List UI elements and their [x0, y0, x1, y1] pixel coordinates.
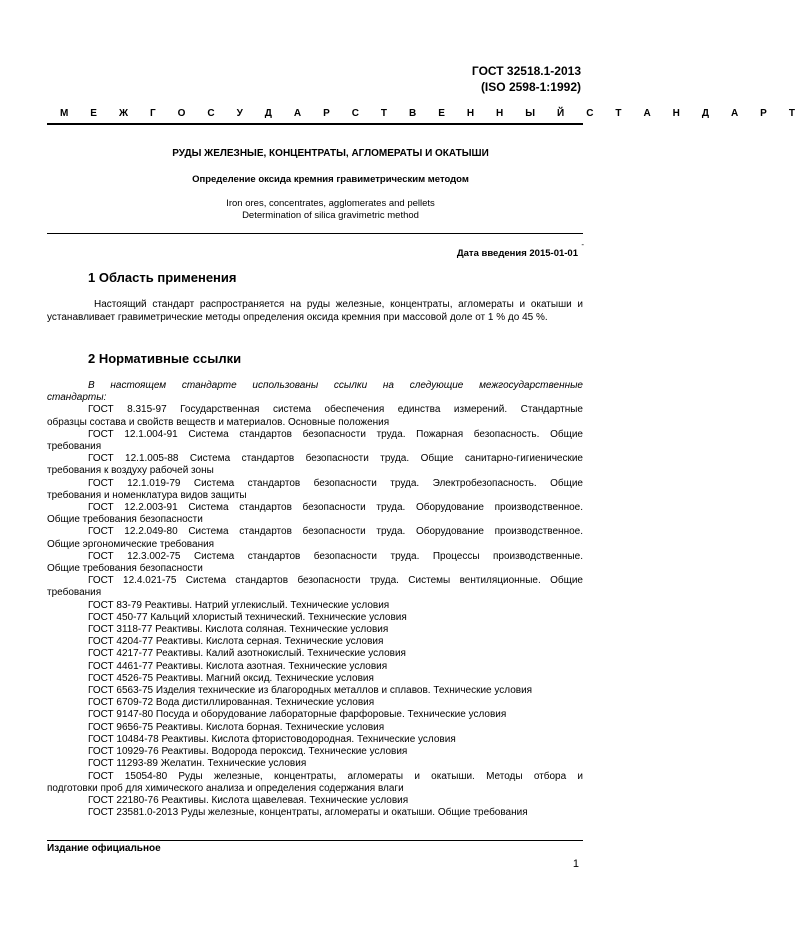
- header-rule: [47, 123, 583, 125]
- reference-line: ГОСТ 3118-77 Реактивы. Кислота соляная. Технические условия: [88, 624, 389, 636]
- reference-line: требования: [47, 441, 102, 453]
- reference-line: ГОСТ 12.2.003-91 Система стандартов безопасности труда. Оборудование производственное.: [88, 502, 583, 514]
- reference-line: ГОСТ 12.2.049-80 Система стандартов безопасности труда. Оборудование производственное.: [88, 526, 583, 538]
- title-rule: [47, 233, 583, 234]
- reference-line: ГОСТ 15054-80 Руды железные, концентраты, агломераты и окатыши. Методы отбора и: [88, 770, 583, 782]
- gost-code: ГОСТ 32518.1-2013: [471, 64, 581, 78]
- reference-line: ГОСТ 450-77 Кальций хлористый технический. Технические условия: [88, 611, 407, 623]
- reference-line: ГОСТ 12.1.019-79 Система стандартов безопасности труда. Электробезопасность. Общие: [88, 477, 583, 489]
- section1-heading: 1 Область применения: [88, 270, 237, 285]
- document-subtitle: Определение оксида кремния гравиметрическим методом: [192, 174, 469, 185]
- section1-text: Настоящий стандарт распространяется на руды железные, концентраты, агломераты и окатыши и устанавливает гравиметрические методы определения оксида кремния при массовой доле от 1 % до 45 %.: [47, 299, 583, 323]
- official-edition-label: Издание официальное: [47, 843, 161, 854]
- reference-line: образцы состава и свойств веществ и материалов. Основные положения: [47, 416, 390, 428]
- reference-line: ГОСТ 22180-76 Реактивы. Кислота щавелевая. Технические условия: [88, 794, 409, 806]
- reference-line: ГОСТ 9656-75 Реактивы. Кислота борная. Технические условия: [88, 721, 385, 733]
- tick-mark: -: [581, 240, 584, 249]
- reference-line: ГОСТ 4204-77 Реактивы. Кислота серная. Технические условия: [88, 636, 384, 648]
- reference-line: Общие эргономические требования: [47, 538, 215, 550]
- introduction-date: Дата введения 2015-01-01: [456, 248, 578, 259]
- page-number: 1: [572, 858, 579, 870]
- reference-line: Общие требования безопасности: [47, 514, 203, 526]
- reference-line: Общие требования безопасности: [47, 563, 203, 575]
- reference-line: ГОСТ 6709-72 Вода дистиллированная. Технические условия: [88, 697, 375, 709]
- reference-line: ГОСТ 9147-80 Посуда и оборудование лабораторные фарфоровые. Технические условия: [88, 709, 507, 721]
- reference-line: ГОСТ 8.315-97 Государственная система обеспечения единства измерений. Стандартные: [88, 404, 583, 416]
- english-title-line1: Iron ores, concentrates, agglomerates and pellets: [226, 198, 435, 209]
- reference-line: ГОСТ 11293-89 Желатин. Технические условия: [88, 758, 307, 770]
- document-title: РУДЫ ЖЕЛЕЗНЫЕ, КОНЦЕНТРАТЫ, АГЛОМЕРАТЫ И ОКАТЫШИ: [172, 148, 489, 159]
- reference-line: ГОСТ 23581.0-2013 Руды железные, концентраты, агломераты и окатыши. Общие требования: [88, 807, 528, 819]
- section2-heading: 2 Нормативные ссылки: [88, 351, 242, 366]
- reference-line: ГОСТ 4526-75 Реактивы. Магний оксид. Технические условия: [88, 672, 374, 684]
- reference-line: ГОСТ 10929-76 Реактивы. Водорода пероксид. Технические условия: [88, 746, 408, 758]
- reference-line: В настоящем стандарте использованы ссылки на следующие межгосударственные: [88, 380, 583, 391]
- reference-line: ГОСТ 12.4.021-75 Система стандартов безопасности труда. Системы вентиляционные. Общие: [88, 575, 583, 587]
- interstate-standard-label: М Е Ж Г О С У Д А Р С Т В Е Н Н Ы Й С Т А Н Д А Р Т: [60, 108, 805, 119]
- reference-line: ГОСТ 12.1.005-88 Система стандартов безопасности труда. Общие санитарно-гигиенические: [88, 453, 583, 465]
- footer-rule: [47, 840, 583, 841]
- reference-line: ГОСТ 83-79 Реактивы. Натрий углекислый. Технические условия: [88, 599, 390, 611]
- iso-code: (ISO 2598-1:1992): [480, 80, 581, 94]
- reference-line: требования: [47, 587, 102, 599]
- reference-line: требования и номенклатура видов защиты: [47, 489, 247, 501]
- reference-line: требования к воздуху рабочей зоны: [47, 465, 214, 477]
- reference-line: ГОСТ 4217-77 Реактивы. Калий азотнокислый. Технические условия: [88, 648, 406, 660]
- reference-line: ГОСТ 4461-77 Реактивы. Кислота азотная. Технические условия: [88, 660, 388, 672]
- reference-line: ГОСТ 12.3.002-75 Система стандартов безопасности труда. Процессы производственные.: [88, 550, 583, 562]
- normative-references: [47, 380, 583, 819]
- reference-line: ГОСТ 12.1.004-91 Система стандартов безопасности труда. Пожарная безопасность. Общие: [88, 428, 583, 440]
- reference-line: ГОСТ 10484-78 Реактивы. Кислота фтористоводородная. Технические условия: [88, 733, 456, 745]
- reference-line: ГОСТ 6563-75 Изделия технические из благородных металлов и сплавов. Технические условия: [88, 685, 533, 697]
- reference-line: стандарты:: [47, 392, 107, 404]
- english-title-line2: Determination of silica gravimetric method: [242, 210, 419, 221]
- reference-line: подготовки проб для химического анализа и определения содержания влаги: [47, 782, 404, 794]
